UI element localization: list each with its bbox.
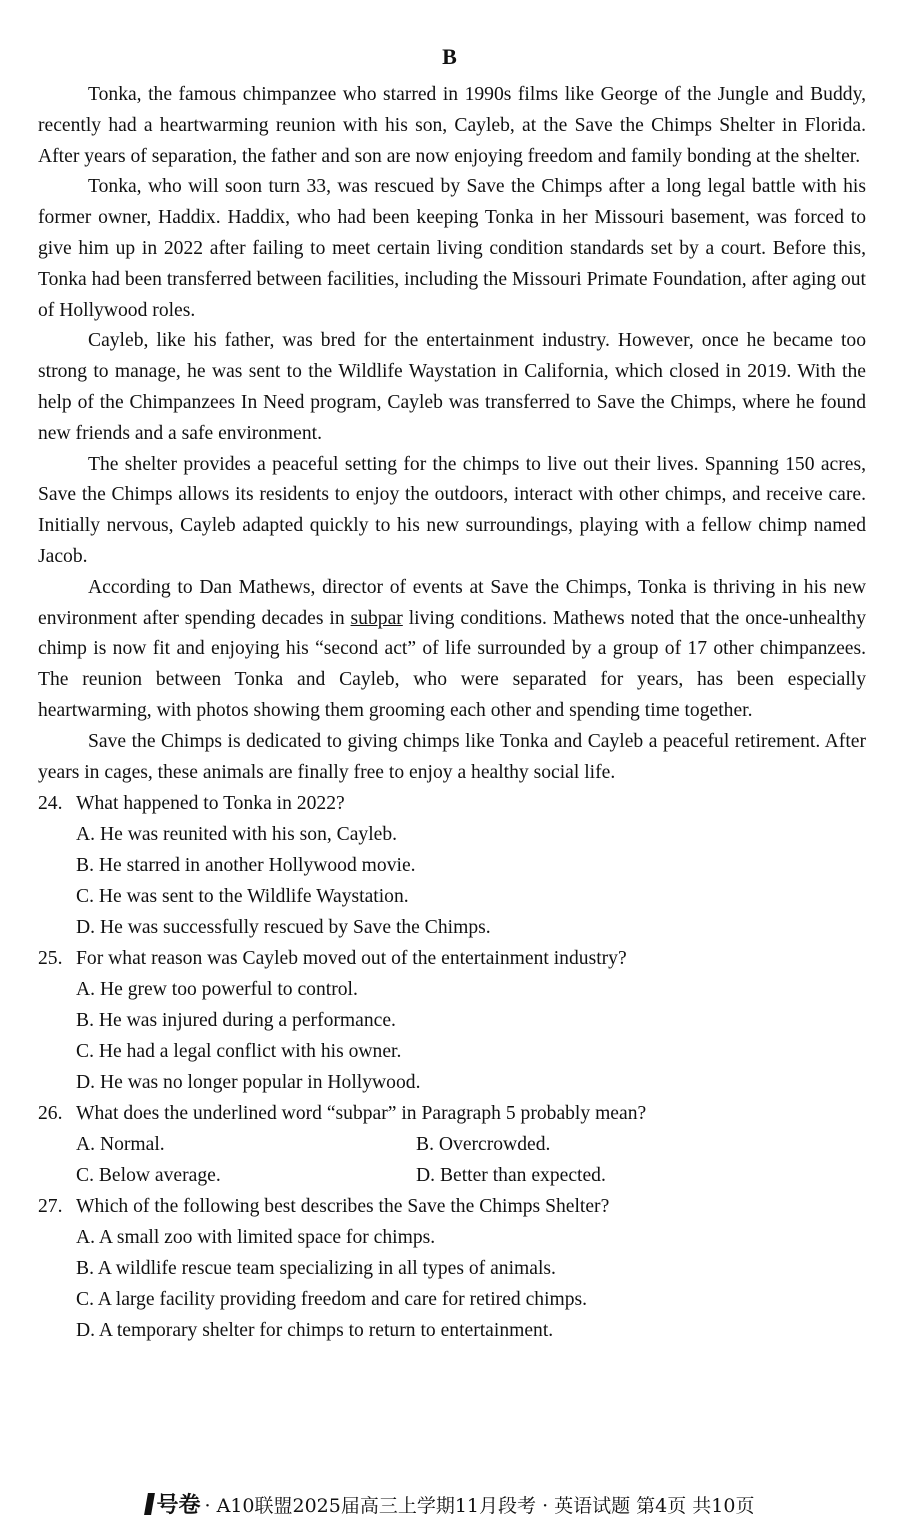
section-letter: B [442,44,458,69]
paragraph-5 [38,573,866,727]
underlined-word: subpar [350,607,403,629]
paragraph-3: Cayleb, like his father, was bred for the entertainment industry. However, once he became too strong to manage, he was sent to the Wildlife Waystation in California, which closed in 2019. With the help of the Chimpanzees In Need program, Cayleb was transferred to Save the Chimps, where he found new friends and a safe environment. [38,330,866,444]
question-text: What happened to Tonka in 2022? [76,793,345,815]
paragraph-5-tail: living conditions. [402,607,547,629]
option-c[interactable]: C. Below average. [76,1165,221,1187]
question-27 [38,1191,866,1346]
question-25 [38,943,866,1098]
page-footer [0,1490,900,1521]
options-grid [38,1129,866,1191]
passage-and-questions [38,80,866,1346]
question-26 [38,1098,866,1191]
option-b[interactable]: B. He starred in another Hollywood movie. [76,855,416,877]
option-a[interactable]: A. Normal. [76,1134,165,1156]
paragraph-5-rest: Mathews noted that the once-unhealthy chimp is now fit and enjoying his “second act” of life surrounded by a group of 17 other chimpanzees. The reunion between Tonka and Cayleb, who were separated for years, has been especially heartwarming, with photos showing them grooming each other and spending time together. [38,607,866,721]
question-24 [38,788,866,943]
option-d[interactable]: D. He was no longer popular in Hollywood. [76,1072,421,1094]
option-d[interactable]: D. He was successfully rescued by Save the Chimps. [76,917,491,939]
option-c[interactable]: C. A large facility providing freedom and care for retired chimps. [76,1289,588,1311]
option-a[interactable]: A. A small zoo with limited space for chimps. [76,1227,436,1249]
question-text: Which of the following best describes the Save the Chimps Shelter? [76,1196,610,1218]
question-number: 24. [38,793,63,815]
question-text: For what reason was Cayleb moved out of the entertainment industry? [76,948,627,970]
brand-logo: 号卷 [156,1492,201,1518]
footer-text: · A10联盟2025届高三上学期11月段考 · 英语试题 第4页 共10页 [204,1495,755,1517]
option-c[interactable]: C. He had a legal conflict with his owner. [76,1041,402,1063]
paragraph-2: Tonka, who will soon turn 33, was rescued by Save the Chimps after a long legal battle with his former owner, Haddix. Haddix, who had been keeping Tonka in her Missouri basement, was forced to give him up in 2022 after failing to meet certain living condition standards set by a court. Before this, Tonka had been transferred between facilities, including the Missouri Primate Foundation, after aging out of Hollywood roles. [38,176,866,321]
option-b[interactable]: B. He was injured during a performance. [76,1010,396,1032]
option-a[interactable]: A. He grew too powerful to control. [76,979,358,1001]
option-a[interactable]: A. He was reunited with his son, Cayleb. [76,824,398,846]
question-text: What does the underlined word “subpar” in Paragraph 5 probably mean? [76,1103,647,1125]
paragraph-1: Tonka, the famous chimpanzee who starred in 1990s films like George of the Jungle and Buddy, recently had a heartwarming reunion with his son, Cayleb, at the Save the Chimps Shelter in Florida. After years of separation, the father and son are now enjoying freedom and family bonding at the shelter. [38,84,866,167]
option-c[interactable]: C. He was sent to the Wildlife Waystation. [76,886,409,908]
paragraph-4: The shelter provides a peaceful setting for the chimps to live out their lives. Spanning 150 acres, Save the Chimps allows its residents to enjoy the outdoors, interact with other chimps, and receive care. Initially nervous, Cayleb adapted quickly to his new surroundings, playing with a fellow chimp named Jacob. [38,453,866,567]
option-b[interactable]: B. Overcrowded. [416,1134,551,1156]
paragraph-5-lead: According to Dan Mathews, director of events at Save the Chimps, Tonka is thriving in his new environment after spending decades in [38,576,866,629]
option-d[interactable]: D. Better than expected. [416,1165,606,1187]
option-b[interactable]: B. A wildlife rescue team specializing in all types of animals. [76,1258,556,1280]
question-number: 26. [38,1103,63,1125]
question-number: 27. [38,1196,63,1218]
logo-bar-icon [144,1493,155,1515]
question-number: 25. [38,948,63,970]
paragraph-6: Save the Chimps is dedicated to giving chimps like Tonka and Cayleb a peaceful retirement. After years in cages, these animals are finally free to enjoy a healthy social life. [38,730,866,783]
option-d[interactable]: D. A temporary shelter for chimps to return to entertainment. [76,1320,554,1342]
